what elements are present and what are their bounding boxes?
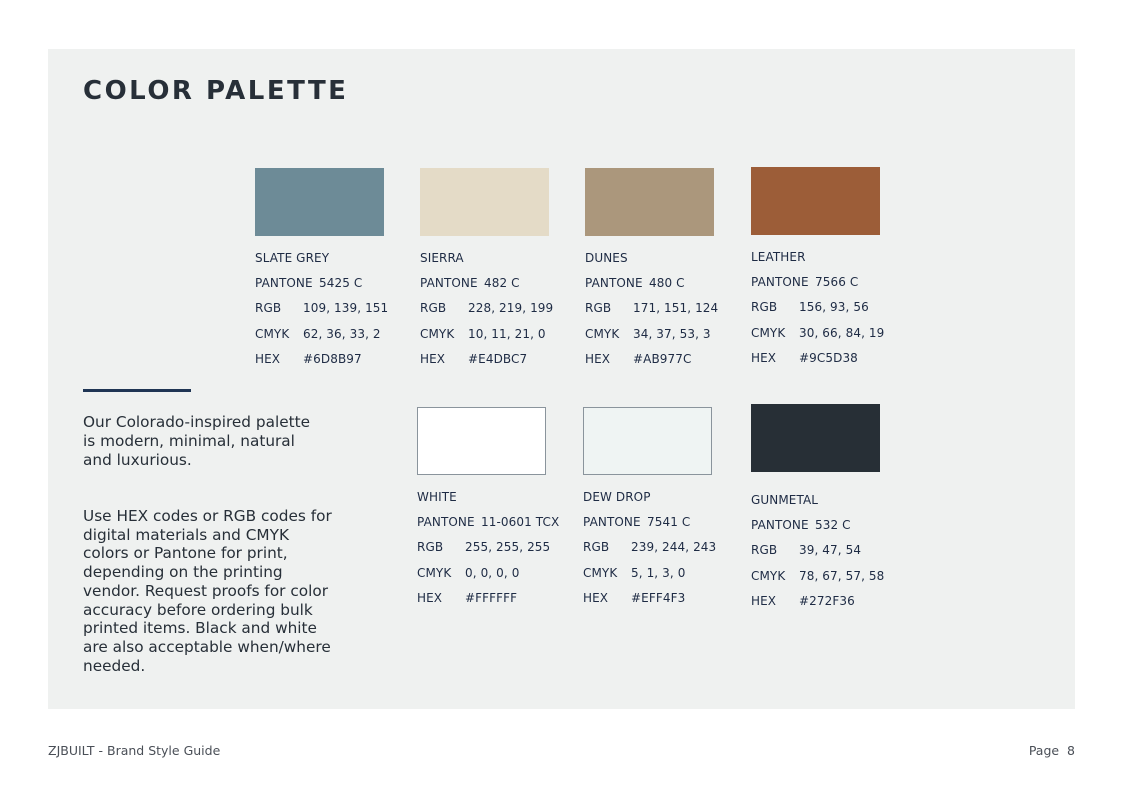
hex-row <box>420 352 590 377</box>
cmyk-row <box>583 566 753 591</box>
spec-value: 0, 0, 0, 0 <box>465 565 520 580</box>
spec-value: 78, 67, 57, 58 <box>799 568 885 583</box>
rgb-row <box>751 300 921 325</box>
spec-label: RGB <box>751 300 778 315</box>
rgb-row <box>417 540 587 565</box>
color-swatch <box>417 407 546 475</box>
spec-label: HEX <box>420 351 446 366</box>
color-name: DUNES <box>585 251 628 265</box>
spec-value: #9C5D38 <box>799 350 858 365</box>
spec-label: PANTONE <box>583 515 641 529</box>
color-name: DEW DROP <box>583 490 651 504</box>
pantone-row <box>420 276 590 301</box>
swatch-card-slate-grey <box>255 168 425 377</box>
spec-value: #272F36 <box>799 593 855 608</box>
color-name: WHITE <box>417 490 457 504</box>
cmyk-row <box>255 327 425 352</box>
pantone-row <box>255 276 425 301</box>
color-swatch <box>751 167 880 235</box>
spec-value: 11-0601 TCX <box>481 515 560 529</box>
spec-label: PANTONE <box>420 276 478 290</box>
spec-label: RGB <box>751 543 778 558</box>
spec-value: 480 C <box>649 276 685 290</box>
spec-value: 109, 139, 151 <box>303 301 389 316</box>
pantone-row <box>417 515 587 540</box>
color-swatch <box>751 404 880 472</box>
cmyk-row <box>751 569 921 594</box>
cmyk-row <box>585 327 755 352</box>
pantone-row <box>751 275 921 300</box>
hex-row <box>585 352 755 377</box>
palette-usage-text: Use HEX codes or RGB codes for digital materials and CMYK colors or Pantone for print, depending on the printing vendor. Request proofs for color accuracy before ordering bulk printed items. Black and white are also acceptable when/where needed. <box>83 507 332 675</box>
spec-value: #E4DBC7 <box>468 351 528 366</box>
swatch-card-sierra <box>420 168 590 377</box>
spec-label: HEX <box>751 593 777 608</box>
spec-value: #FFFFFF <box>465 590 518 605</box>
color-name: SLATE GREY <box>255 251 330 265</box>
cmyk-row <box>417 566 587 591</box>
spec-label: CMYK <box>417 565 452 580</box>
spec-value: 255, 255, 255 <box>465 540 551 555</box>
spec-label: RGB <box>420 301 447 316</box>
swatch-card-dew-drop <box>583 407 753 616</box>
spec-label: RGB <box>255 301 282 316</box>
spec-value: 5, 1, 3, 0 <box>631 565 686 580</box>
hex-row <box>417 591 587 616</box>
rgb-row <box>585 301 755 326</box>
hex-row <box>751 594 921 619</box>
color-name: GUNMETAL <box>751 493 819 507</box>
section-divider <box>83 389 191 392</box>
swatch-card-dunes <box>585 168 755 377</box>
spec-value: 171, 151, 124 <box>633 301 719 316</box>
spec-value: 228, 219, 199 <box>468 301 554 316</box>
spec-label: HEX <box>255 351 281 366</box>
color-name: SIERRA <box>420 251 464 265</box>
pantone-row <box>585 276 755 301</box>
spec-value: 39, 47, 54 <box>799 543 862 558</box>
spec-value: 5425 C <box>319 276 363 290</box>
spec-label: CMYK <box>255 326 290 341</box>
color-swatch <box>255 168 384 236</box>
spec-label: HEX <box>417 590 443 605</box>
swatch-card-white <box>417 407 587 616</box>
spec-value: 62, 36, 33, 2 <box>303 326 381 341</box>
rgb-row <box>583 540 753 565</box>
hex-row <box>255 352 425 377</box>
spec-label: RGB <box>585 301 612 316</box>
spec-value: 7566 C <box>815 275 859 289</box>
spec-value: #AB977C <box>633 351 692 366</box>
spec-value: 532 C <box>815 518 851 532</box>
spec-label: RGB <box>417 540 444 555</box>
swatch-card-leather <box>751 167 921 376</box>
hex-row <box>583 591 753 616</box>
color-swatch <box>420 168 549 236</box>
spec-label: CMYK <box>585 326 620 341</box>
spec-label: RGB <box>583 540 610 555</box>
color-swatch <box>583 407 712 475</box>
spec-label: CMYK <box>420 326 455 341</box>
spec-label: HEX <box>583 590 609 605</box>
spec-label: HEX <box>585 351 611 366</box>
color-swatch <box>585 168 714 236</box>
spec-value: #EFF4F3 <box>631 590 686 605</box>
spec-value: 34, 37, 53, 3 <box>633 326 711 341</box>
hex-row <box>751 351 921 376</box>
spec-label: CMYK <box>751 325 786 340</box>
color-name: LEATHER <box>751 250 806 264</box>
spec-value: 156, 93, 56 <box>799 300 869 315</box>
spec-label: PANTONE <box>585 276 643 290</box>
footer-page-number: Page 8 <box>1028 743 1075 758</box>
swatch-card-gunmetal <box>751 404 921 619</box>
footer-doc-title: ZJBUILT - Brand Style Guide <box>48 743 221 758</box>
spec-value: #6D8B97 <box>303 351 362 366</box>
spec-label: PANTONE <box>751 275 809 289</box>
spec-label: PANTONE <box>417 515 475 529</box>
spec-label: PANTONE <box>255 276 313 290</box>
spec-label: CMYK <box>751 568 786 583</box>
spec-value: 482 C <box>484 276 520 290</box>
spec-value: 239, 244, 243 <box>631 540 717 555</box>
spec-value: 30, 66, 84, 19 <box>799 325 885 340</box>
palette-intro-text: Our Colorado-inspired palette is modern, minimal, natural and luxurious. <box>83 413 311 469</box>
rgb-row <box>255 301 425 326</box>
spec-value: 7541 C <box>647 515 691 529</box>
spec-label: CMYK <box>583 565 618 580</box>
spec-value: 10, 11, 21, 0 <box>468 326 546 341</box>
page-title: COLOR PALETTE <box>83 76 349 106</box>
cmyk-row <box>751 326 921 351</box>
rgb-row <box>420 301 590 326</box>
spec-label: HEX <box>751 350 777 365</box>
spec-label: PANTONE <box>751 518 809 532</box>
pantone-row <box>751 518 921 543</box>
cmyk-row <box>420 327 590 352</box>
pantone-row <box>583 515 753 540</box>
rgb-row <box>751 543 921 568</box>
